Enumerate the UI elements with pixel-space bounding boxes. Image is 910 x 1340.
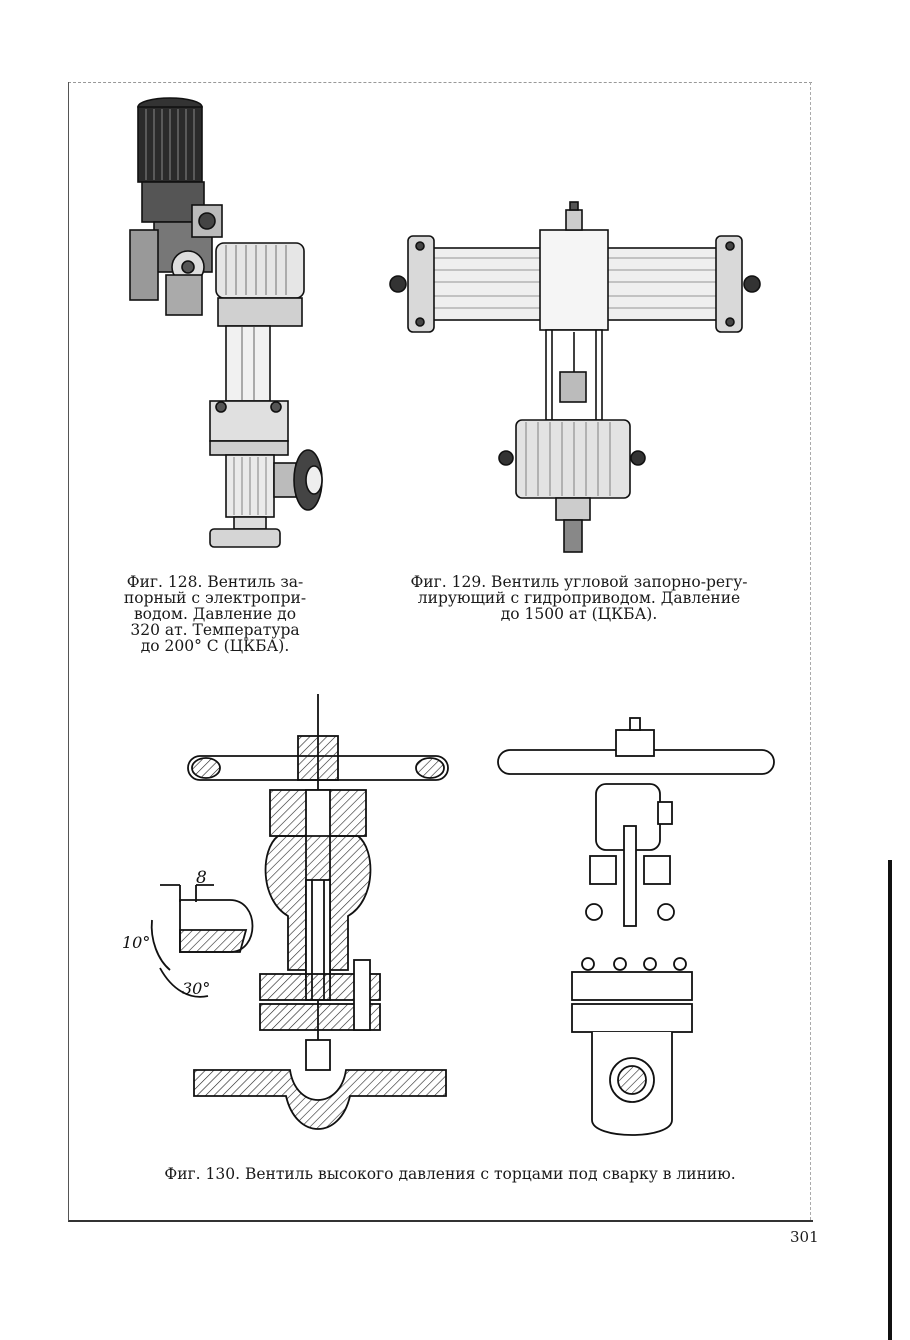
page-frame-right — [810, 82, 811, 1220]
figure-128-caption: Фиг. 128. Вентиль за- порный с электропри- водом. Давление до 320 ат. Температура до 200° С (ЦКБА). — [123, 573, 307, 655]
figure-129-angle-valve-hydraulic-drive — [380, 200, 770, 560]
figure-129-caption: Фиг. 129. Вентиль угловой запорно-регу- лирующий с гидроприводом. Давление до 1500 ат (ЦКБА). — [410, 573, 748, 623]
page-number: 301 — [790, 1228, 819, 1246]
figure-130-caption: Фиг. 130. Вентиль высокого давления с торцами под сварку в линию. — [164, 1165, 736, 1183]
dimension-width-label: 8 — [196, 868, 207, 888]
dimension-angle-large-label: 30° — [182, 979, 211, 998]
scan-edge — [888, 860, 892, 1340]
figure-130-high-pressure-valve — [110, 690, 790, 1160]
dimension-angle-small-label: 10° — [122, 933, 151, 952]
figure-128-valve-electric-drive — [118, 95, 338, 555]
